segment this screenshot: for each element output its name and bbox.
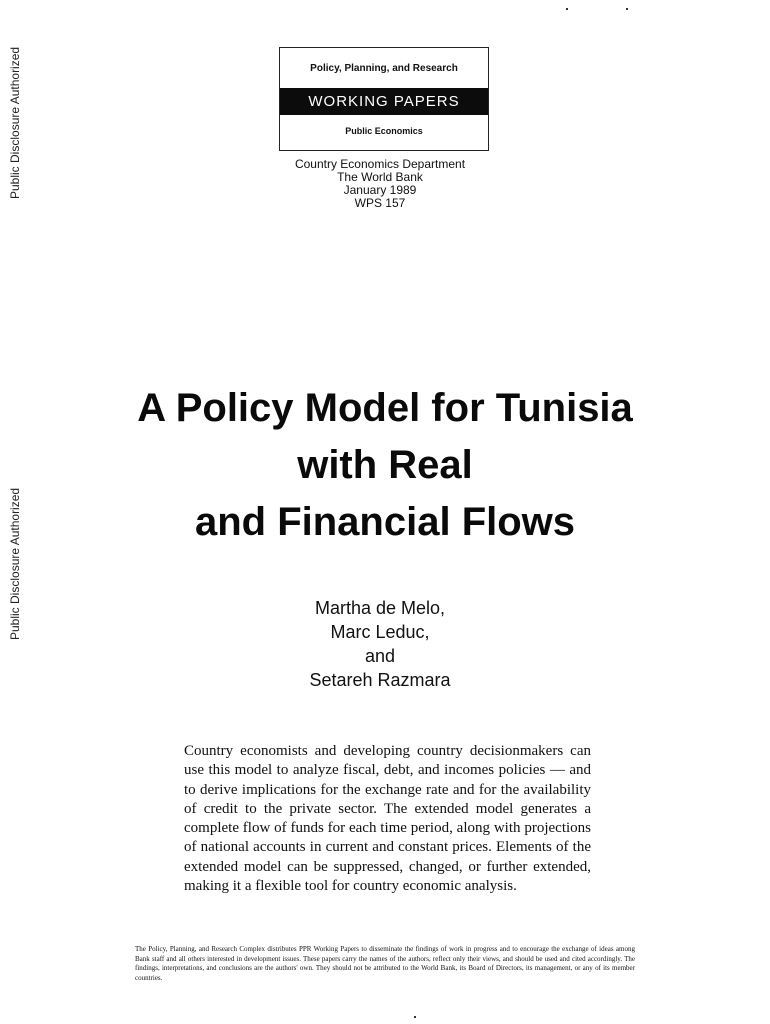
organization-name: The World Bank bbox=[337, 170, 423, 184]
author-1: Martha de Melo, bbox=[314, 598, 446, 618]
series-box bbox=[279, 47, 489, 151]
author-2: Marc Leduc, bbox=[330, 622, 430, 642]
scan-speck bbox=[566, 8, 568, 10]
series-top-line: Policy, Planning, and Research bbox=[310, 63, 458, 74]
department-block bbox=[230, 158, 530, 210]
paper-number: WPS 157 bbox=[354, 196, 406, 210]
author-list bbox=[230, 596, 530, 692]
author-3: Setareh Razmara bbox=[309, 670, 451, 690]
title-line-2: with Real bbox=[297, 443, 473, 487]
department-name: Country Economics Department bbox=[294, 157, 466, 171]
publication-date: January 1989 bbox=[343, 183, 417, 197]
margin-label-middle-text: Public Disclosure Authorized bbox=[8, 487, 22, 640]
author-conjunction: and bbox=[364, 646, 396, 666]
title-line-1: A Policy Model for Tunisia bbox=[137, 386, 633, 430]
series-band: WORKING PAPERS bbox=[280, 88, 488, 115]
scan-speck bbox=[414, 1016, 416, 1018]
margin-label-top-text: Public Disclosure Authorized bbox=[8, 46, 22, 199]
scan-speck bbox=[626, 8, 628, 10]
disclaimer: The Policy, Planning, and Research Complex distributes PPR Working Papers to disseminate the findings of work in progress and to encourage the exchange of ideas among Bank staff and all others interested in development issues. These papers carry the names of the authors, reflect only their views, and should be used and cited accordingly. The findings, interpretations, and conclusions are the authors' own. They should not be attributed to the World Bank, its Board of Directors, its management, or any of its member countries. bbox=[135, 945, 635, 982]
page-title bbox=[40, 380, 730, 551]
series-bottom-line: Public Economics bbox=[345, 126, 423, 136]
title-line-3: and Financial Flows bbox=[194, 500, 576, 544]
abstract: Country economists and developing country decisionmakers can use this model to analyze fiscal, debt, and incomes policies — and to derive implications for the exchange rate and for the availability of credit to the private sector. The extended model generates a complete flow of funds for each time period, along with projections of national accounts in current and constant prices. Elements of the extended model can be suppressed, changed, or further extended, making it a flexible tool for country economic analysis. bbox=[184, 743, 591, 895]
